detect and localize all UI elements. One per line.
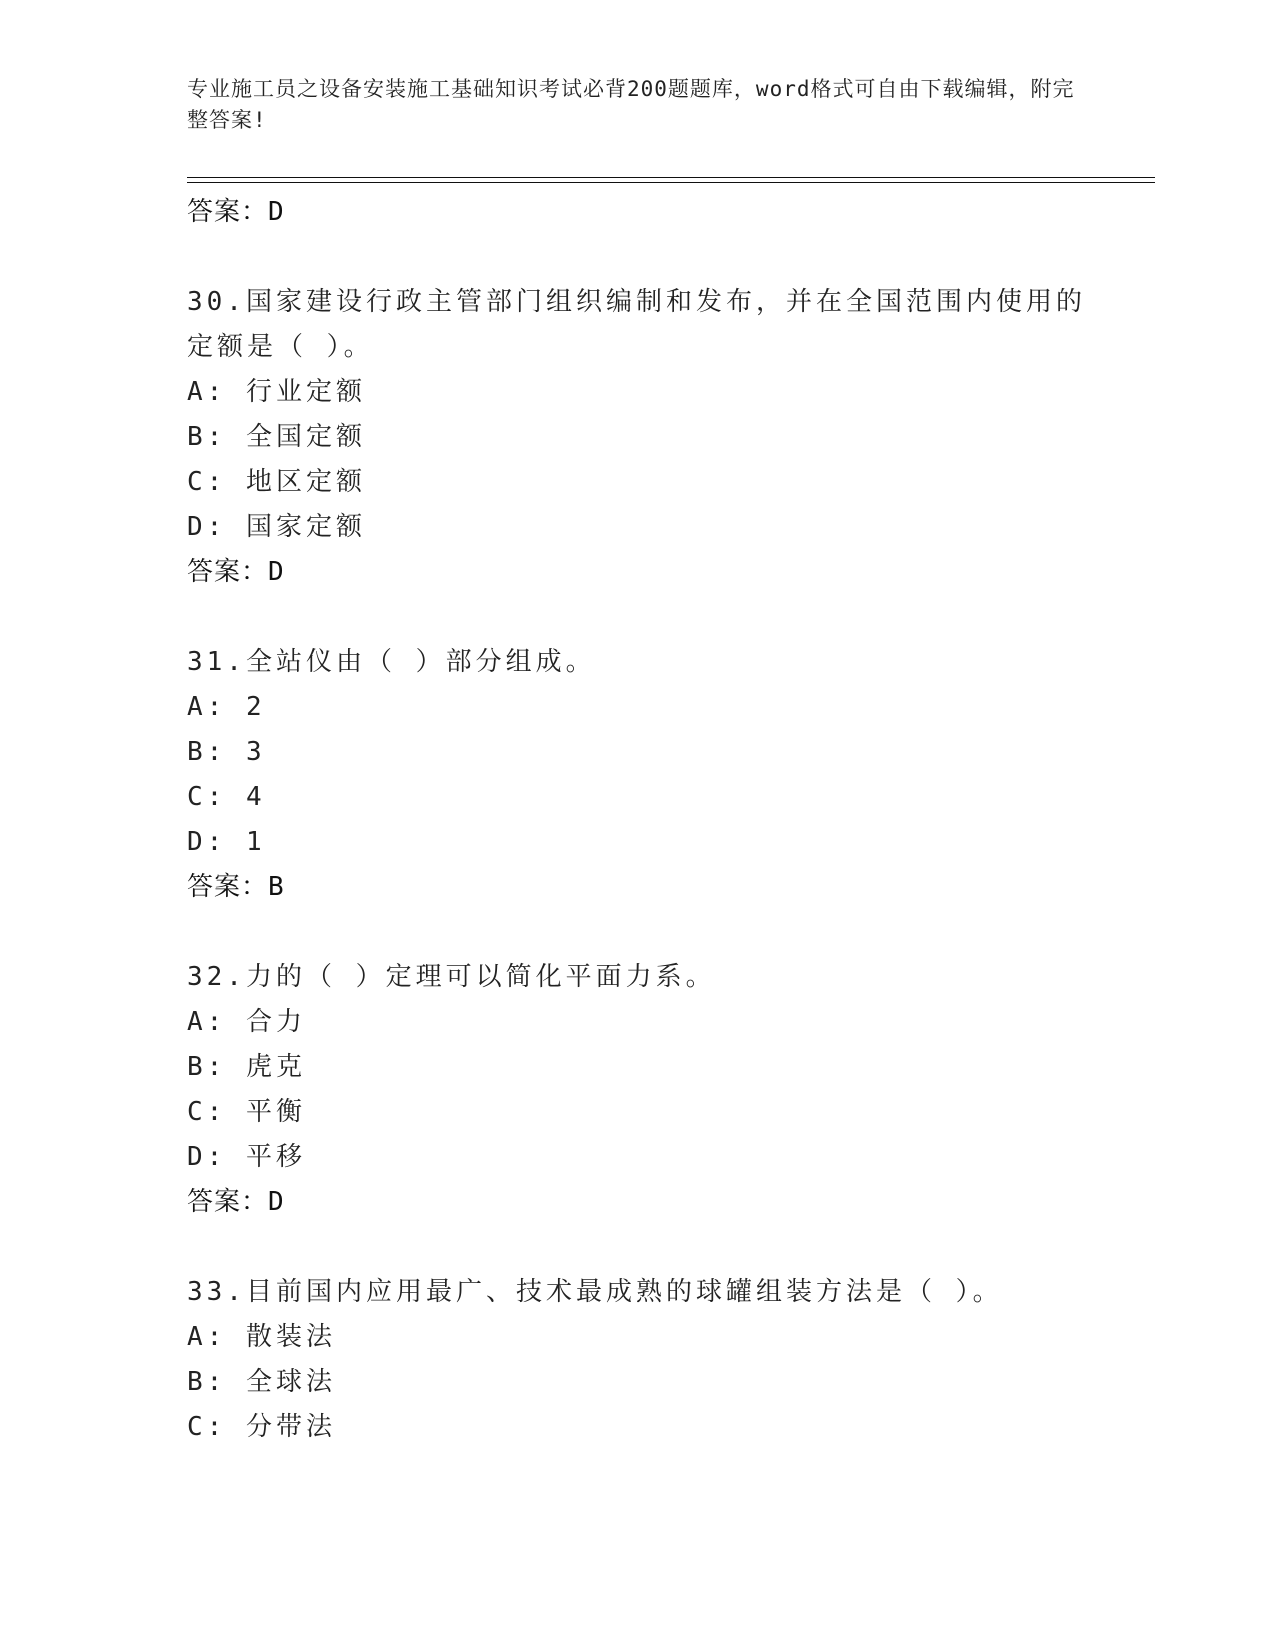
answer-label: 答案： [187, 557, 269, 587]
spacer [187, 595, 1087, 640]
option-text: 平衡 [245, 1097, 306, 1127]
answer-value: B [268, 872, 284, 902]
document-header-title: 专业施工员之设备安装施工基础知识考试必背200题题库，word格式可自由下载编辑，附完整答案! [187, 77, 1075, 132]
option-key: D: [187, 827, 227, 857]
question-text: 目前国内应用最广、技术最成熟的球罐组装方法是（ ）。 [245, 1277, 1003, 1307]
option-key: C: [187, 782, 227, 812]
option-text: 虎克 [245, 1052, 306, 1082]
option-text: 4 [245, 782, 266, 812]
answer-line [187, 865, 1087, 910]
spacer [187, 910, 1087, 955]
answer-label: 答案： [187, 197, 269, 227]
option-key: A: [187, 377, 227, 407]
option-b [187, 1360, 1087, 1405]
option-b [187, 1045, 1087, 1090]
spacer [187, 235, 1087, 280]
question-text: 力的（ ）定理可以简化平面力系。 [245, 962, 716, 992]
option-key: D: [187, 512, 227, 542]
option-text: 全国定额 [245, 422, 366, 452]
option-text: 散装法 [245, 1322, 336, 1352]
option-key: B: [187, 737, 227, 767]
option-text: 3 [245, 737, 266, 767]
option-key: A: [187, 1007, 227, 1037]
option-b [187, 730, 1087, 775]
question-32-stem [187, 955, 1087, 1000]
spacer [187, 1225, 1087, 1270]
option-d [187, 820, 1087, 865]
question-number: 33. [187, 1277, 246, 1307]
answer-label: 答案： [187, 1187, 269, 1217]
option-a [187, 1000, 1087, 1045]
answer-value: D [268, 1187, 284, 1217]
answer-line [187, 190, 1087, 235]
option-key: D: [187, 1142, 227, 1172]
option-key: A: [187, 1322, 227, 1352]
question-text: 国家建设行政主管部门组织编制和发布，并在全国范围内使用的定额是（ ）。 [187, 287, 1086, 362]
option-c [187, 460, 1087, 505]
option-text: 行业定额 [245, 377, 366, 407]
option-b [187, 415, 1087, 460]
option-c [187, 775, 1087, 820]
answer-value: D [268, 197, 284, 227]
option-key: B: [187, 1367, 227, 1397]
option-a [187, 370, 1087, 415]
question-list [187, 190, 1087, 1450]
option-c [187, 1090, 1087, 1135]
option-c [187, 1405, 1087, 1450]
question-number: 32. [187, 962, 246, 992]
option-a [187, 685, 1087, 730]
option-text: 合力 [245, 1007, 306, 1037]
question-text: 全站仪由（ ）部分组成。 [245, 647, 596, 677]
option-key: A: [187, 692, 227, 722]
question-33-stem [187, 1270, 1087, 1315]
option-a [187, 1315, 1087, 1360]
option-key: C: [187, 1097, 227, 1127]
option-text: 2 [245, 692, 266, 722]
option-text: 1 [245, 827, 266, 857]
answer-line [187, 550, 1087, 595]
header-double-rule [187, 177, 1155, 183]
option-text: 国家定额 [245, 512, 366, 542]
option-key: C: [187, 467, 227, 497]
option-key: B: [187, 422, 227, 452]
question-number: 30. [187, 287, 246, 317]
question-number: 31. [187, 647, 246, 677]
option-d [187, 1135, 1087, 1180]
question-31-stem [187, 640, 1087, 685]
option-text: 分带法 [245, 1412, 336, 1442]
option-key: C: [187, 1412, 227, 1442]
option-text: 地区定额 [245, 467, 366, 497]
option-text: 平移 [245, 1142, 306, 1172]
option-d [187, 505, 1087, 550]
question-30-stem [187, 280, 1087, 370]
answer-label: 答案： [187, 872, 269, 902]
answer-line [187, 1180, 1087, 1225]
option-text: 全球法 [245, 1367, 336, 1397]
answer-value: D [268, 557, 284, 587]
option-key: B: [187, 1052, 227, 1082]
